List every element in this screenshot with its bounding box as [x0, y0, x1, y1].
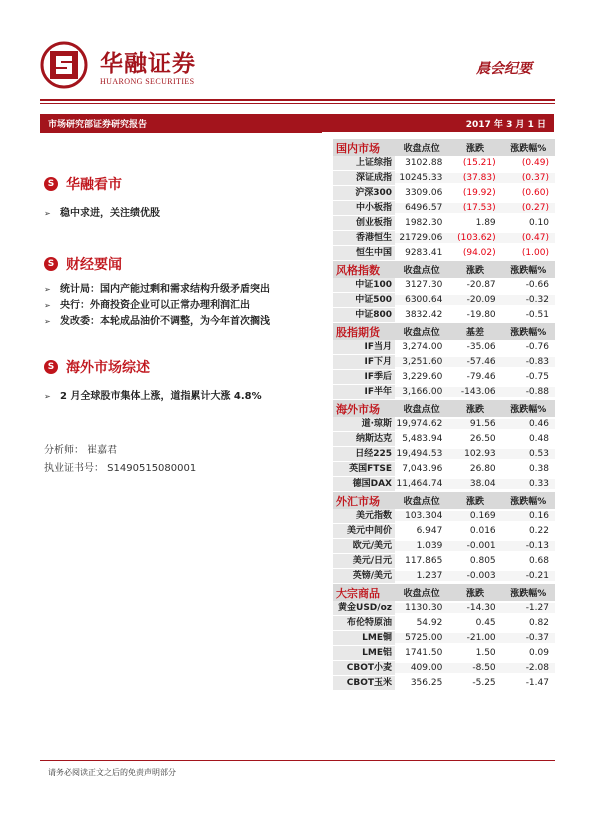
brand-name-cn: 华融证券 [100, 51, 196, 77]
column-header: 涨跌幅% [510, 497, 547, 507]
row-name: 中小板指 [333, 201, 395, 215]
change-value: -0.001 [448, 541, 501, 551]
arrow-right-icon: ➢ [44, 301, 51, 310]
change-pct-value: -0.76 [525, 342, 549, 352]
row-name: 日经225 [333, 447, 395, 461]
change-value: 26.50 [469, 434, 496, 444]
table-row [333, 539, 555, 554]
row-name: IF季后 [333, 370, 395, 384]
change-pct-value: -0.13 [502, 541, 555, 551]
table-row [333, 509, 555, 524]
table-group-header [333, 139, 555, 156]
change-value: (17.53) [448, 203, 501, 213]
close-value: 3832.42 [405, 310, 443, 320]
group-name: 风格指数 [336, 263, 380, 277]
row-name: 恒生中国 [333, 246, 395, 260]
table-group-header [333, 323, 555, 340]
left-column-rule [40, 132, 322, 133]
change-pct-value: -1.47 [525, 678, 549, 688]
table-row [333, 631, 555, 646]
brand-name-en: HUARONG SECURITIES [100, 77, 195, 86]
change-value: 0.016 [469, 526, 496, 536]
change-value: -5.25 [472, 678, 496, 688]
close-value: 6.947 [416, 526, 443, 536]
change-pct-value: -0.75 [525, 372, 549, 382]
row-name: 创业板指 [333, 216, 395, 230]
change-value: 0.45 [475, 618, 496, 628]
change-value: 38.04 [448, 479, 501, 489]
change-pct-value: -0.66 [525, 280, 549, 290]
close-value: 3,229.60 [402, 372, 443, 382]
close-value: 19,494.53 [395, 449, 448, 459]
list-item: ➢ 2 月全球股市集体上涨，道指累计大涨 4.8% [44, 391, 262, 402]
row-name: 德国DAX [333, 477, 395, 491]
table-row [333, 340, 555, 355]
column-header: 涨跌 [465, 405, 484, 415]
group-name: 海外市场 [336, 402, 380, 416]
close-value: 6496.57 [395, 203, 448, 213]
row-name: 中证800 [333, 308, 395, 322]
table-row [333, 171, 555, 186]
row-name: 中证500 [333, 293, 395, 307]
change-pct-value: 0.46 [502, 419, 555, 429]
change-value: (19.92) [462, 188, 496, 198]
table-row [333, 355, 555, 370]
column-header: 收盘点位 [403, 266, 440, 276]
table-row [333, 601, 555, 616]
list-item: ➢ 央行：外商投资企业可以正常办理利润汇出 [44, 300, 250, 311]
table-row [333, 661, 555, 676]
table-row [333, 432, 555, 447]
table-row [333, 385, 555, 400]
table-group-header [333, 584, 555, 601]
table-row [333, 231, 555, 246]
table-row [333, 569, 555, 584]
row-name: 香港恒生 [333, 231, 395, 245]
group-name: 股指期货 [336, 325, 380, 339]
section-bullet-icon: S [44, 177, 58, 191]
change-value: 102.93 [448, 449, 501, 459]
change-value: -14.30 [448, 603, 501, 613]
table-row [333, 246, 555, 261]
column-header: 基差 [465, 328, 484, 338]
change-value: -21.00 [448, 633, 501, 643]
row-name: 英国FTSE [333, 462, 395, 476]
column-header: 涨跌幅% [510, 266, 547, 276]
column-header: 涨跌 [465, 144, 484, 154]
arrow-right-icon: ➢ [44, 317, 51, 326]
change-pct-value: 0.68 [528, 556, 549, 566]
change-pct-value: 0.82 [528, 618, 549, 628]
change-value: 0.805 [469, 556, 496, 566]
arrow-right-icon: ➢ [44, 285, 51, 294]
change-pct-value: 0.22 [528, 526, 549, 536]
section-title-market-view: S 华融看市 [44, 174, 122, 194]
table-row [333, 646, 555, 661]
section-title-overseas: S 海外市场综述 [44, 357, 150, 377]
report-date: 2017 年 3 月 1 日 [465, 120, 546, 130]
change-value: -19.80 [466, 310, 496, 320]
row-name: 中证100 [333, 278, 395, 292]
close-value: 117.865 [405, 556, 443, 566]
header-divider [40, 99, 555, 101]
change-value: -20.87 [466, 280, 496, 290]
section-bullet-icon: S [44, 257, 58, 271]
huarong-logo-icon [40, 41, 88, 89]
close-value: 409.00 [395, 663, 448, 673]
arrow-right-icon: ➢ [44, 392, 51, 401]
table-row [333, 477, 555, 492]
row-name: LME铜 [333, 631, 395, 645]
analyst-cert: 执业证书号： S1490515080001 [44, 463, 197, 474]
row-name: IF下月 [333, 355, 395, 369]
market-data-table [333, 139, 555, 691]
close-value: 11,464.74 [395, 479, 448, 489]
table-row [333, 417, 555, 432]
column-header: 收盘点位 [403, 144, 440, 154]
document-type-title: 晨会纪要 [476, 61, 532, 77]
column-header: 收盘点位 [403, 328, 440, 338]
row-name: CBOT玉米 [333, 676, 395, 690]
close-value: 10245.33 [395, 173, 448, 183]
close-value: 21729.06 [395, 233, 448, 243]
close-value: 6300.64 [395, 295, 448, 305]
change-value: (103.62) [448, 233, 501, 243]
change-pct-value: (0.27) [502, 203, 555, 213]
row-name: IF当月 [333, 340, 395, 354]
row-name: CBOT小麦 [333, 661, 395, 675]
close-value: 1982.30 [405, 218, 443, 228]
row-name: 纳斯达克 [333, 432, 395, 446]
table-row [333, 554, 555, 569]
row-name: 道·琼斯 [333, 417, 395, 431]
close-value: 1130.30 [395, 603, 448, 613]
close-value: 1.237 [395, 571, 448, 581]
change-pct-value: 0.48 [528, 434, 549, 444]
row-name: 英镑/美元 [333, 569, 395, 583]
row-name: 美元中间价 [333, 524, 395, 538]
table-row [333, 278, 555, 293]
change-pct-value: (0.49) [521, 158, 549, 168]
table-group-header [333, 261, 555, 278]
close-value: 19,974.62 [395, 419, 448, 429]
section-title-finance-news: S 财经要闻 [44, 254, 122, 274]
change-pct-value: -0.83 [502, 357, 555, 367]
close-value: 3,274.00 [402, 342, 443, 352]
change-pct-value: 0.10 [528, 218, 549, 228]
change-pct-value: 0.16 [502, 511, 555, 521]
column-header: 涨跌 [465, 497, 484, 507]
table-group-header [333, 492, 555, 509]
change-pct-value: 0.09 [528, 648, 549, 658]
close-value: 1741.50 [405, 648, 443, 658]
disclaimer-note: 请务必阅读正文之后的免责声明部分 [48, 768, 176, 777]
close-value: 356.25 [410, 678, 443, 688]
change-value: -57.46 [448, 357, 501, 367]
table-row [333, 216, 555, 231]
row-name: 黄金USD/oz [333, 601, 395, 615]
change-pct-value: -0.88 [502, 387, 555, 397]
column-header: 收盘点位 [403, 589, 440, 599]
row-name: 深证成指 [333, 171, 395, 185]
report-info-bar [40, 114, 554, 132]
change-value: 0.169 [448, 511, 501, 521]
column-header: 收盘点位 [403, 405, 440, 415]
list-item: ➢ 发改委：本轮成品油价不调整，为今年首次搁浅 [44, 316, 270, 327]
footer-divider [40, 760, 555, 761]
arrow-right-icon: ➢ [44, 209, 51, 218]
analyst-name: 分析师： 崔嘉君 [44, 445, 118, 456]
table-row [333, 186, 555, 201]
column-header: 收盘点位 [403, 497, 440, 507]
header-divider-thin [40, 103, 555, 104]
row-name: LME铝 [333, 646, 395, 660]
change-pct-value: 0.38 [528, 464, 549, 474]
change-pct-value: -0.21 [502, 571, 555, 581]
column-header: 涨跌幅% [510, 144, 547, 154]
change-value: -143.06 [448, 387, 501, 397]
column-header: 涨跌幅% [510, 405, 547, 415]
row-name: 美元/日元 [333, 554, 395, 568]
report-department: 市场研究部证券研究报告 [48, 120, 148, 130]
table-row [333, 201, 555, 216]
group-name: 国内市场 [336, 141, 380, 155]
table-row [333, 156, 555, 171]
change-value: 26.80 [469, 464, 496, 474]
table-row [333, 676, 555, 691]
table-row [333, 616, 555, 631]
table-row [333, 447, 555, 462]
table-group-header [333, 400, 555, 417]
change-value: -0.003 [448, 571, 501, 581]
change-pct-value: (0.60) [521, 188, 549, 198]
close-value: 3,251.60 [395, 357, 448, 367]
close-value: 103.304 [395, 511, 448, 521]
change-value: 1.89 [475, 218, 496, 228]
change-value: 91.56 [448, 419, 501, 429]
close-value: 5,483.94 [402, 434, 443, 444]
list-item: ➢ 稳中求进，关注绩优股 [44, 208, 160, 219]
change-value: -79.46 [466, 372, 496, 382]
row-name: IF半年 [333, 385, 395, 399]
close-value: 54.92 [416, 618, 443, 628]
close-value: 3309.06 [405, 188, 443, 198]
row-name: 布伦特原油 [333, 616, 395, 630]
change-pct-value: (0.37) [502, 173, 555, 183]
change-value: -20.09 [448, 295, 501, 305]
change-pct-value: (0.47) [502, 233, 555, 243]
group-name: 外汇市场 [336, 494, 380, 508]
change-value: -8.50 [448, 663, 501, 673]
row-name: 美元指数 [333, 509, 395, 523]
change-pct-value: 0.53 [502, 449, 555, 459]
column-header: 涨跌幅% [510, 328, 547, 338]
row-name: 欧元/美元 [333, 539, 395, 553]
close-value: 1.039 [395, 541, 448, 551]
close-value: 9283.41 [405, 248, 443, 258]
change-pct-value: -0.51 [525, 310, 549, 320]
change-value: (94.02) [462, 248, 496, 258]
change-pct-value: -2.08 [502, 663, 555, 673]
close-value: 7,043.96 [402, 464, 443, 474]
column-header: 涨跌 [465, 589, 484, 599]
column-header: 涨跌 [465, 266, 484, 276]
change-value: (37.83) [448, 173, 501, 183]
change-value: (15.21) [462, 158, 496, 168]
close-value: 3102.88 [405, 158, 443, 168]
close-value: 3127.30 [405, 280, 443, 290]
change-pct-value: -1.27 [502, 603, 555, 613]
table-row [333, 462, 555, 477]
change-value: 1.50 [475, 648, 496, 658]
group-name: 大宗商品 [336, 586, 380, 600]
table-row [333, 370, 555, 385]
row-name: 沪深300 [333, 186, 395, 200]
table-row [333, 293, 555, 308]
change-pct-value: -0.32 [502, 295, 555, 305]
table-row [333, 308, 555, 323]
list-item: ➢ 统计局：国内产能过剩和需求结构升级矛盾突出 [44, 284, 270, 295]
row-name: 上证综指 [333, 156, 395, 170]
change-value: -35.06 [466, 342, 496, 352]
change-pct-value: (1.00) [521, 248, 549, 258]
close-value: 3,166.00 [395, 387, 448, 397]
change-pct-value: -0.37 [502, 633, 555, 643]
change-pct-value: 0.33 [502, 479, 555, 489]
section-bullet-icon: S [44, 360, 58, 374]
close-value: 5725.00 [395, 633, 448, 643]
column-header: 涨跌幅% [510, 589, 547, 599]
table-row [333, 524, 555, 539]
